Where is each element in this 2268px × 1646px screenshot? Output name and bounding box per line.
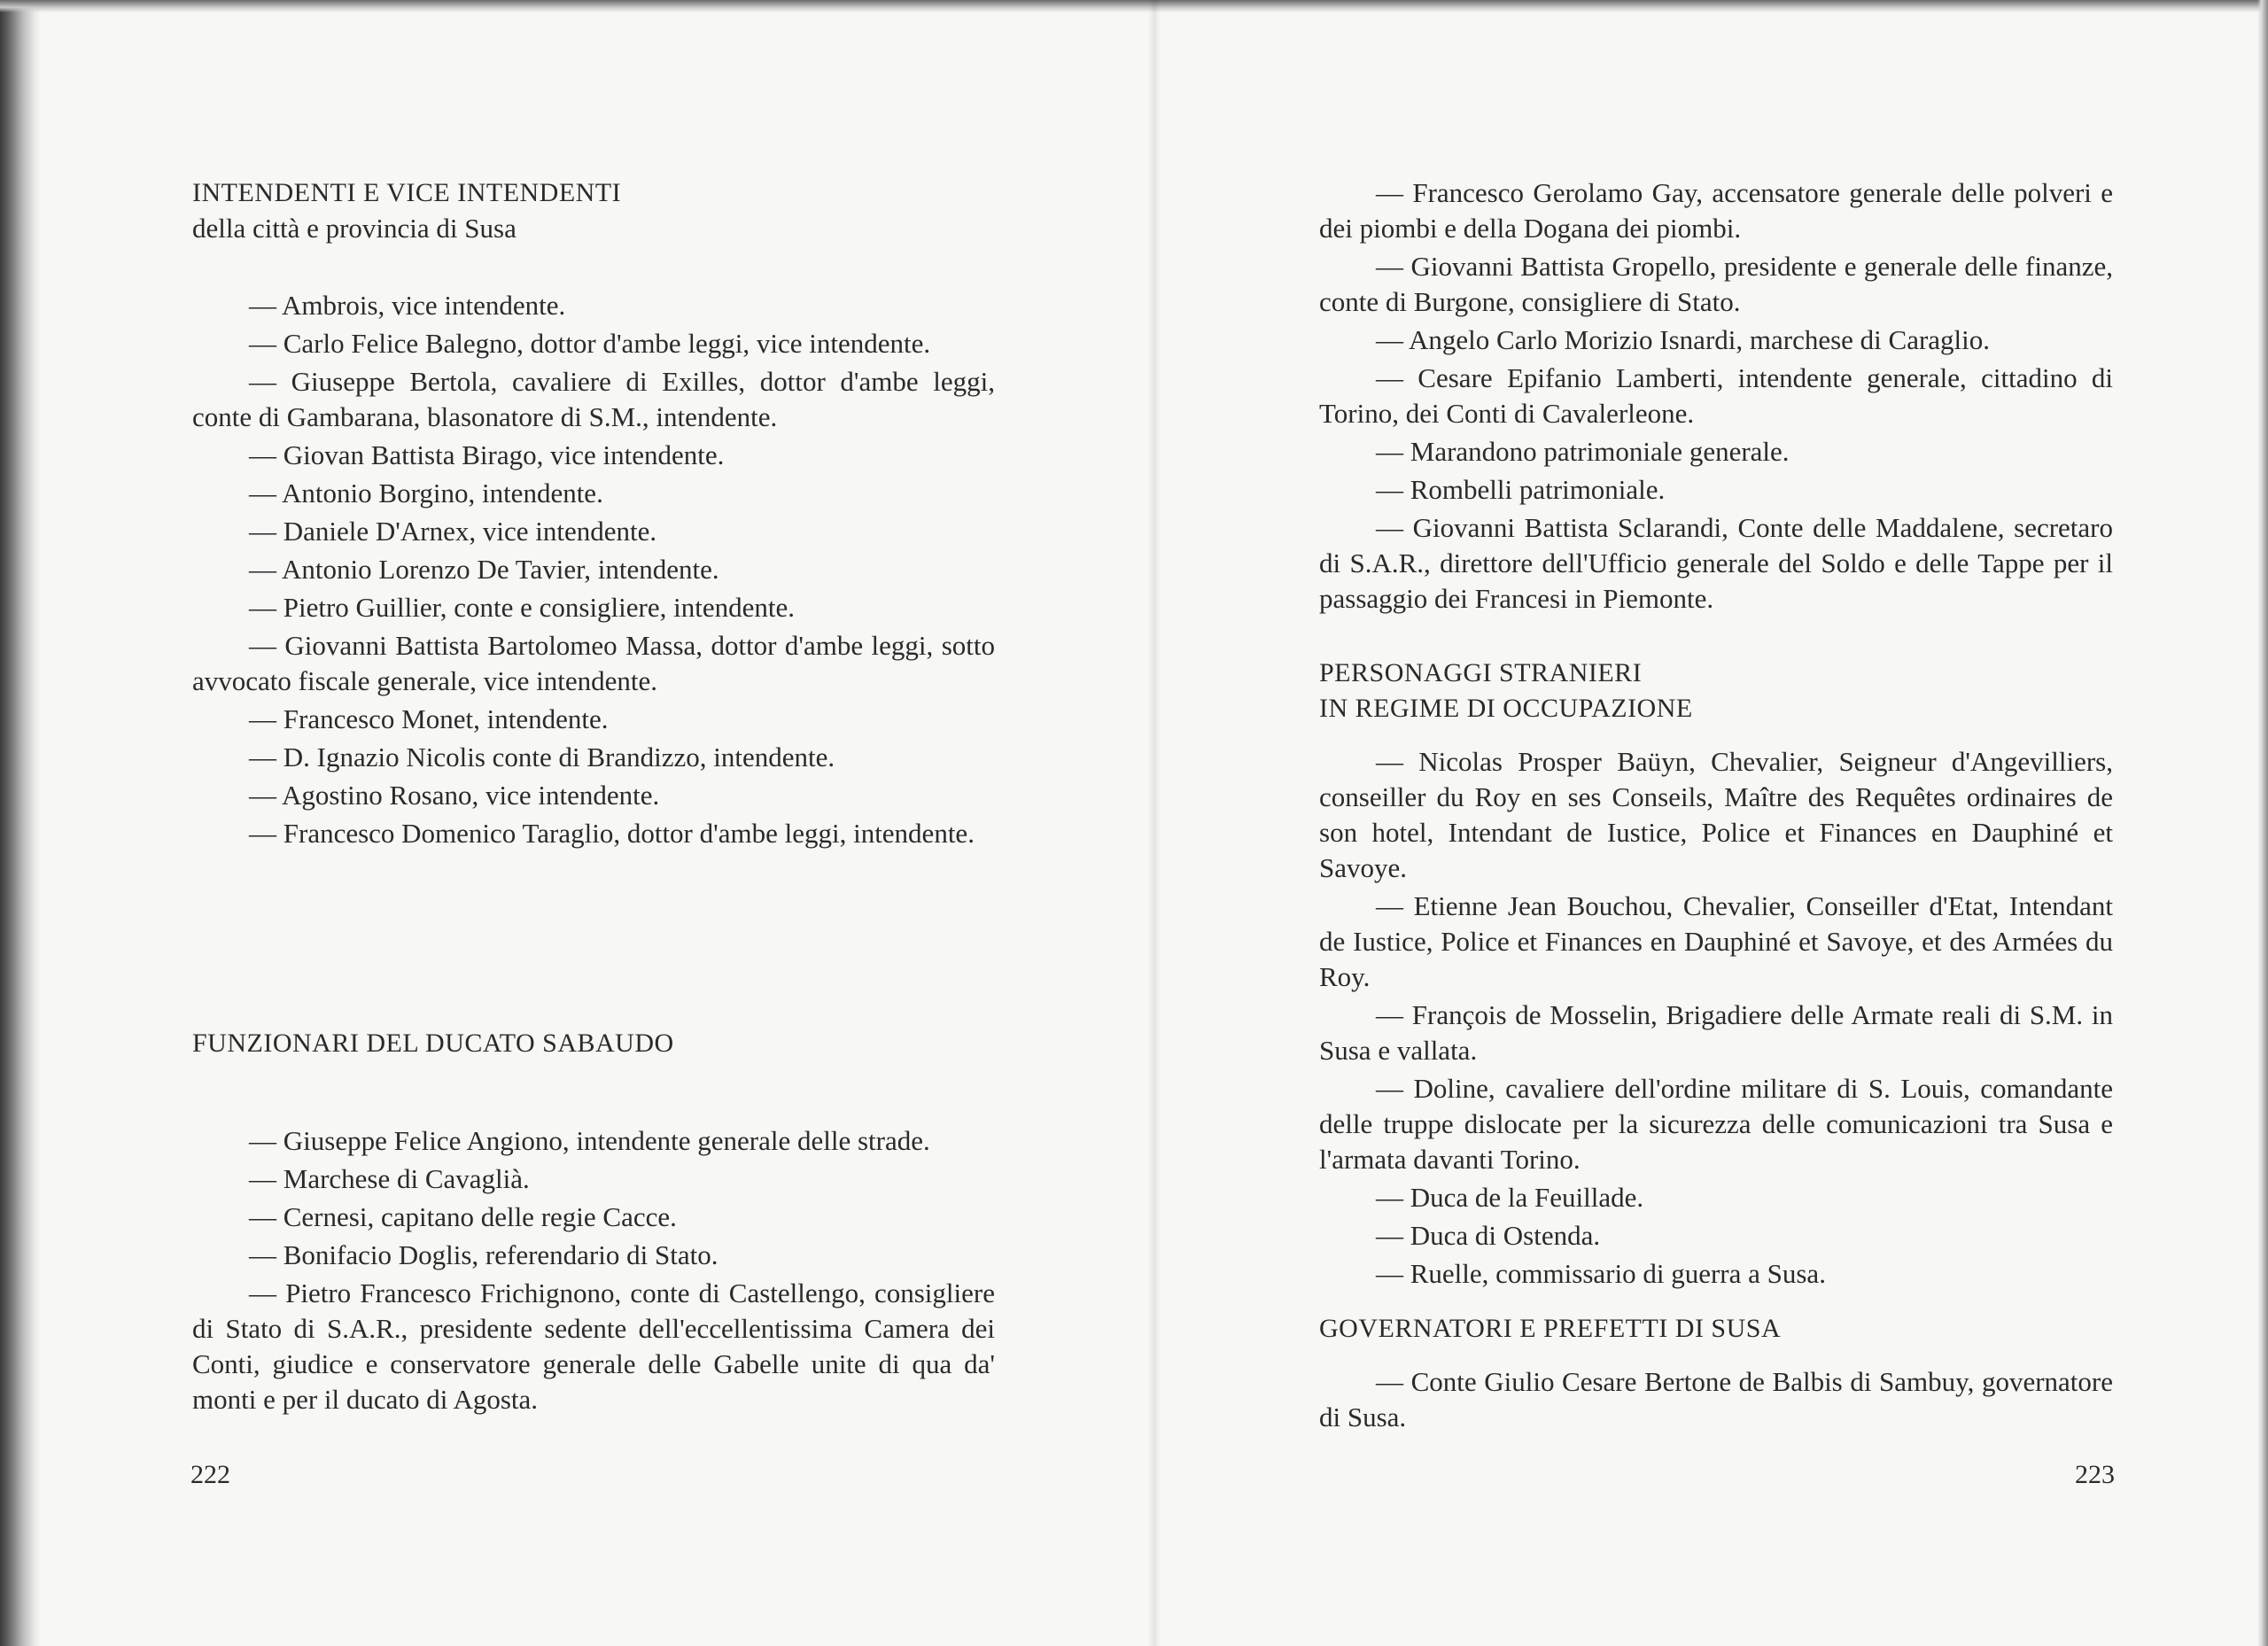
list-item: — Giovanni Battista Sclarandi, Conte delle Maddalene, secretaro di S.A.R., direttore dell'Ufficio generale del Soldo e delle Tappe per il passaggio dei Francesi in Piemonte. bbox=[1319, 512, 2113, 614]
list-item: — Francesco Gerolamo Gay, accensatore generale delle polveri e dei piombi e della Dogana dei piombi. bbox=[1319, 177, 2113, 244]
list-item: — Daniele D'Arnex, vice intendente. bbox=[249, 516, 657, 547]
list-item: — Antonio Borgino, intendente. bbox=[249, 477, 603, 509]
list-item: — Cernesi, capitano delle regie Cacce. bbox=[249, 1201, 677, 1232]
list-item: — François de Mosselin, Brigadiere delle Armate reali di S.M. in Susa e vallata. bbox=[1319, 999, 2113, 1066]
list-item: — Giuseppe Felice Angiono, intendente generale delle strade. bbox=[249, 1125, 930, 1156]
list-item: — Giovanni Battista Bartolomeo Massa, dottor d'ambe leggi, sotto avvocato fiscale generale, vice intendente. bbox=[192, 630, 995, 696]
list-item: — Duca di Ostenda. bbox=[1376, 1220, 1601, 1251]
list-item: — Marandono patrimoniale generale. bbox=[1376, 436, 1790, 467]
entry-list bbox=[192, 1123, 995, 1417]
section-title: INTENDENTI E VICE INTENDENTI bbox=[192, 178, 622, 207]
section-intendenti bbox=[192, 175, 995, 854]
list-item: — Doline, cavaliere dell'ordine militare di S. Louis, comandante delle truppe dislocate per la sicurezza delle comunicazioni tra Susa e l'armata davanti Torino. bbox=[1319, 1073, 2113, 1175]
list-item: — Nicolas Prosper Baüyn, Chevalier, Seigneur d'Angevilliers, conseiller du Roy en ses Conseils, Maître des Requêtes ordinaires de son hotel, Intendant de Iustice, Police et Finances en Dauphiné et Savoye. bbox=[1319, 746, 2113, 883]
entry-list bbox=[1319, 744, 2113, 1292]
list-item: — Conte Giulio Cesare Bertone de Balbis di Sambuy, governatore di Susa. bbox=[1319, 1366, 2113, 1432]
list-item: — Giovan Battista Birago, vice intendente. bbox=[249, 439, 725, 470]
list-item: — Agostino Rosano, vice intendente. bbox=[249, 780, 660, 811]
list-item: — Francesco Domenico Taraglio, dottor d'ambe leggi, intendente. bbox=[249, 818, 975, 849]
section-title: PERSONAGGI STRANIERI bbox=[1319, 658, 1643, 687]
section-subtitle: della città e provincia di Susa bbox=[192, 213, 517, 244]
page-number: 222 bbox=[190, 1460, 230, 1489]
list-item: — D. Ignazio Nicolis conte di Brandizzo, intendente. bbox=[249, 741, 835, 773]
section-title: GOVERNATORI E PREFETTI DI SUSA bbox=[1319, 1314, 1782, 1343]
list-item: — Bonifacio Doglis, referendario di Stato. bbox=[249, 1239, 718, 1270]
section-title: FUNZIONARI DEL DUCATO SABAUDO bbox=[192, 1029, 674, 1058]
list-item: — Carlo Felice Balegno, dottor d'ambe leggi, vice intendente. bbox=[249, 328, 931, 359]
list-item: — Duca de la Feuillade. bbox=[1376, 1182, 1644, 1213]
list-item: — Giuseppe Bertola, cavaliere di Exilles, dottor d'ambe leggi, conte di Gambarana, blasonatore di S.M., intendente. bbox=[192, 366, 995, 432]
list-item: — Rombelli patrimoniale. bbox=[1376, 474, 1666, 505]
list-item: — Ambrois, vice intendente. bbox=[249, 290, 566, 321]
list-item: — Pietro Francesco Frichignono, conte di Castellengo, consigliere di Stato di S.A.R., presidente sedente dell'eccellentissima Camera dei Conti, giudice e conservatore generale delle Gabelle unite di qua da' monti e per il ducato di Agosta. bbox=[192, 1277, 995, 1415]
list-item: — Ruelle, commissario di guerra a Susa. bbox=[1376, 1258, 1826, 1289]
page-number: 223 bbox=[2075, 1460, 2115, 1489]
list-item: — Angelo Carlo Morizio Isnardi, marchese di Caraglio. bbox=[1376, 324, 1991, 355]
list-item: — Cesare Epifanio Lamberti, intendente generale, cittadino di Torino, dei Conti di Cavalerleone. bbox=[1319, 362, 2113, 429]
right-page bbox=[1152, 0, 2268, 1646]
entry-list bbox=[1319, 1364, 2113, 1435]
list-item: — Etienne Jean Bouchou, Chevalier, Conseiller d'Etat, Intendant de Iustice, Police et Finances en Dauphiné et Savoye, et des Armées du Roy. bbox=[1319, 890, 2113, 992]
list-item: — Marchese di Cavaglià. bbox=[249, 1163, 530, 1194]
section-governatori bbox=[1319, 1311, 2113, 1438]
entry-list bbox=[1319, 175, 2113, 617]
list-item: — Giovanni Battista Gropello, presidente e generale delle finanze, conte di Burgone, consigliere di Stato. bbox=[1319, 251, 2113, 317]
section-funzionari bbox=[192, 1026, 995, 1420]
section-continued bbox=[1319, 175, 2113, 619]
section-personaggi-stranieri bbox=[1319, 656, 2113, 1294]
list-item: — Francesco Monet, intendente. bbox=[249, 703, 609, 734]
list-item: — Antonio Lorenzo De Tavier, intendente. bbox=[249, 554, 719, 585]
list-item: — Pietro Guillier, conte e consigliere, intendente. bbox=[249, 592, 795, 623]
entry-list bbox=[192, 288, 995, 851]
section-title-line2: IN REGIME DI OCCUPAZIONE bbox=[1319, 694, 1693, 723]
